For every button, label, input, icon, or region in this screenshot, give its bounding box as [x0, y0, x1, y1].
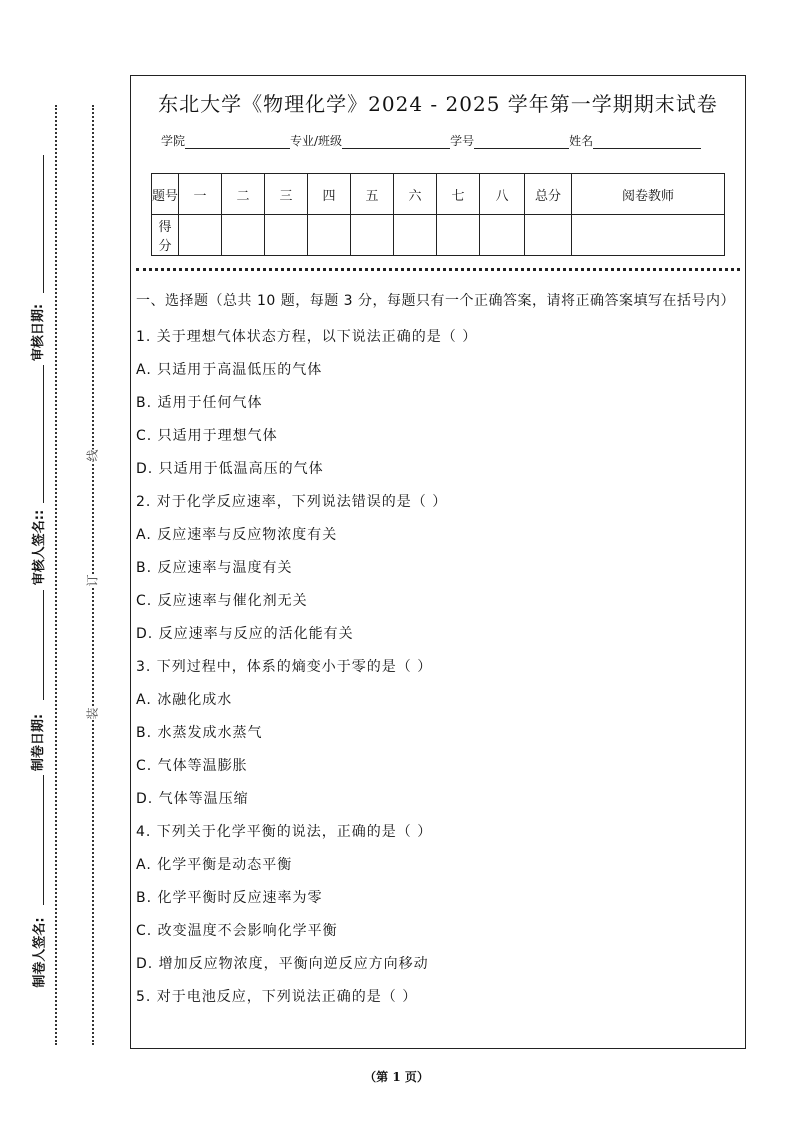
answer-option: D. 只适用于低温高压的气体	[136, 461, 324, 477]
answer-option: A. 反应速率与反应物浓度有关	[136, 527, 338, 543]
answer-option: D. 气体等温压缩	[136, 791, 249, 807]
question-stem: 3. 下列过程中，体系的熵变小于零的是（ ）	[136, 659, 433, 675]
answer-option: B. 化学平衡时反应速率为零	[136, 890, 323, 906]
college-blank[interactable]	[185, 136, 290, 149]
score-cell[interactable]	[179, 215, 222, 256]
answer-option: A. 化学平衡是动态平衡	[136, 857, 293, 873]
exam-title: 东北大学《物理化学》2024 - 2025 学年第一学期期末试卷	[158, 92, 718, 116]
score-cell[interactable]	[572, 215, 725, 256]
student-info	[161, 132, 701, 149]
dotted-separator	[136, 268, 740, 271]
id-blank[interactable]	[474, 136, 569, 149]
answer-option: B. 反应速率与温度有关	[136, 560, 293, 576]
header-cell: 总分	[525, 174, 572, 215]
score-cell[interactable]	[265, 215, 308, 256]
field-label-major: 专业/班级	[290, 134, 343, 148]
dotted-line-outer	[55, 105, 57, 1045]
binding-mark-bind: 装	[85, 707, 100, 720]
answer-option: A. 只适用于高温低压的气体	[136, 362, 323, 378]
header-cell: 一	[179, 174, 222, 215]
question-stem: 5. 对于电池反应，下列说法正确的是（ ）	[136, 989, 418, 1005]
binding-mark-order: 订	[85, 574, 100, 587]
reviewer-signature-label: 审核人签名::	[32, 509, 48, 586]
score-table-score-row	[152, 215, 725, 256]
paper-date-label: 制卷日期:	[31, 713, 47, 772]
field-label-name: 姓名	[569, 134, 594, 148]
answer-option: D. 反应速率与反应的活化能有关	[136, 626, 354, 642]
header-cell: 题号	[152, 174, 179, 215]
header-cell: 阅卷教师	[572, 174, 725, 215]
major-blank[interactable]	[342, 136, 450, 149]
header-cell: 五	[351, 174, 394, 215]
binding-mark-line: 线	[85, 449, 100, 462]
name-blank[interactable]	[593, 136, 701, 149]
paper-author-signature-label: 制卷人签名:	[32, 917, 48, 988]
question-stem: 4. 下列关于化学平衡的说法，正确的是（ ）	[136, 824, 433, 840]
question-section	[136, 290, 737, 1014]
section-heading: 一、选择题（总共 10 题，每题 3 分，每题只有一个正确答案，请将正确答案填写在括号内）	[136, 293, 736, 309]
signature-line	[43, 155, 44, 293]
signature-line	[43, 590, 44, 700]
field-label-id: 学号	[450, 134, 475, 148]
signature-line	[43, 775, 44, 905]
score-cell[interactable]	[480, 215, 525, 256]
score-table-header-row	[152, 174, 725, 215]
score-cell[interactable]	[394, 215, 437, 256]
score-row-label: 得分	[152, 215, 179, 256]
header-cell: 八	[480, 174, 525, 215]
answer-option: C. 反应速率与催化剂无关	[136, 593, 308, 609]
score-cell[interactable]	[351, 215, 394, 256]
answer-option: C. 只适用于理想气体	[136, 428, 278, 444]
answer-option: B. 适用于任何气体	[136, 395, 263, 411]
question-list	[136, 321, 737, 1014]
score-cell[interactable]	[525, 215, 572, 256]
header-cell: 七	[437, 174, 480, 215]
answer-option: A. 冰融化成水	[136, 692, 233, 708]
answer-option: C. 改变温度不会影响化学平衡	[136, 923, 338, 939]
score-cell[interactable]	[222, 215, 265, 256]
field-label-college: 学院	[161, 134, 186, 148]
signature-line	[43, 365, 44, 503]
header-cell: 六	[394, 174, 437, 215]
answer-option: C. 气体等温膨胀	[136, 758, 248, 774]
page-number: （第 1 页）	[364, 1070, 429, 1084]
question-stem: 1. 关于理想气体状态方程，以下说法正确的是（ ）	[136, 329, 478, 345]
exam-frame	[130, 75, 746, 1049]
question-stem: 2. 对于化学反应速率，下列说法错误的是（ ）	[136, 494, 448, 510]
score-cell[interactable]	[308, 215, 351, 256]
header-cell: 四	[308, 174, 351, 215]
score-table	[151, 173, 725, 256]
score-cell[interactable]	[437, 215, 480, 256]
header-cell: 三	[265, 174, 308, 215]
answer-option: D. 增加反应物浓度，平衡向逆反应方向移动	[136, 956, 429, 972]
header-cell: 二	[222, 174, 265, 215]
answer-option: B. 水蒸发成水蒸气	[136, 725, 263, 741]
review-date-label: 审核日期:	[31, 303, 47, 362]
